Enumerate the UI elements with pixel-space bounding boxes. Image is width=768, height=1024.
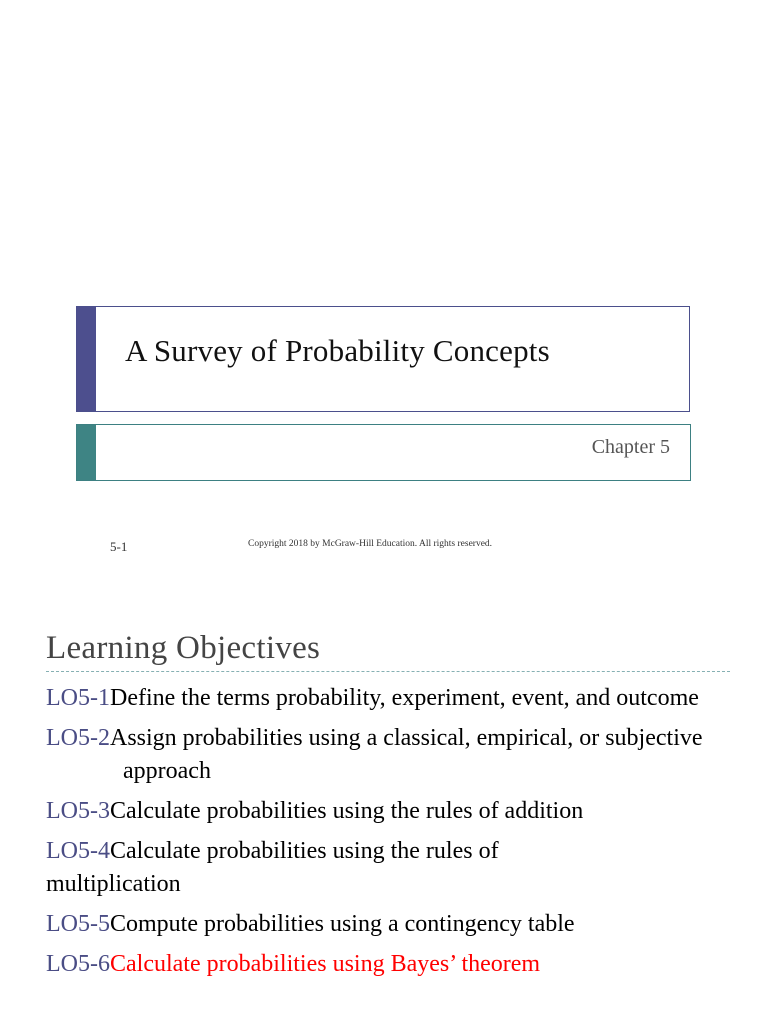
objective-item bbox=[46, 795, 736, 828]
objective-code: LO5-4 bbox=[46, 838, 110, 864]
learning-objectives-slide bbox=[0, 576, 768, 1024]
objectives-heading: Learning Objectives bbox=[46, 630, 321, 666]
objective-item bbox=[46, 682, 736, 715]
objective-item bbox=[46, 908, 736, 941]
objective-text: Assign probabilities using a classical, empirical, or subjective approach bbox=[109, 725, 703, 784]
objective-text: Compute probabilities using a contingency table bbox=[109, 911, 575, 937]
objective-text: Calculate probabilities using the rules of addition bbox=[109, 798, 584, 824]
objective-text: Calculate probabilities using Bayes’ theorem bbox=[109, 951, 541, 977]
title-accent-bar bbox=[77, 307, 96, 411]
objectives-list bbox=[46, 682, 736, 988]
objective-code: LO5-6 bbox=[46, 951, 110, 977]
objective-text: Define the terms probability, experiment, event, and outcome bbox=[109, 685, 699, 711]
objective-item bbox=[46, 722, 736, 788]
slide-title: A Survey of Probability Concepts bbox=[125, 333, 550, 368]
objective-item bbox=[46, 835, 736, 901]
objective-item bbox=[46, 948, 736, 981]
objective-code: LO5-3 bbox=[46, 798, 110, 824]
objective-code: LO5-2 bbox=[46, 725, 110, 751]
subtitle-accent-bar bbox=[77, 425, 96, 480]
slide-subtitle: Chapter 5 bbox=[591, 436, 670, 458]
objective-code: LO5-5 bbox=[46, 911, 110, 937]
subtitle-box bbox=[76, 424, 691, 481]
slide-number: 5-1 bbox=[110, 539, 128, 554]
objective-code: LO5-1 bbox=[46, 685, 110, 711]
objective-text: Calculate probabilities using the rules of multiplication bbox=[46, 838, 499, 897]
heading-divider bbox=[46, 671, 730, 672]
copyright-notice: Copyright 2018 by McGraw-Hill Education. All rights reserved. bbox=[248, 539, 493, 549]
title-box bbox=[76, 306, 690, 412]
